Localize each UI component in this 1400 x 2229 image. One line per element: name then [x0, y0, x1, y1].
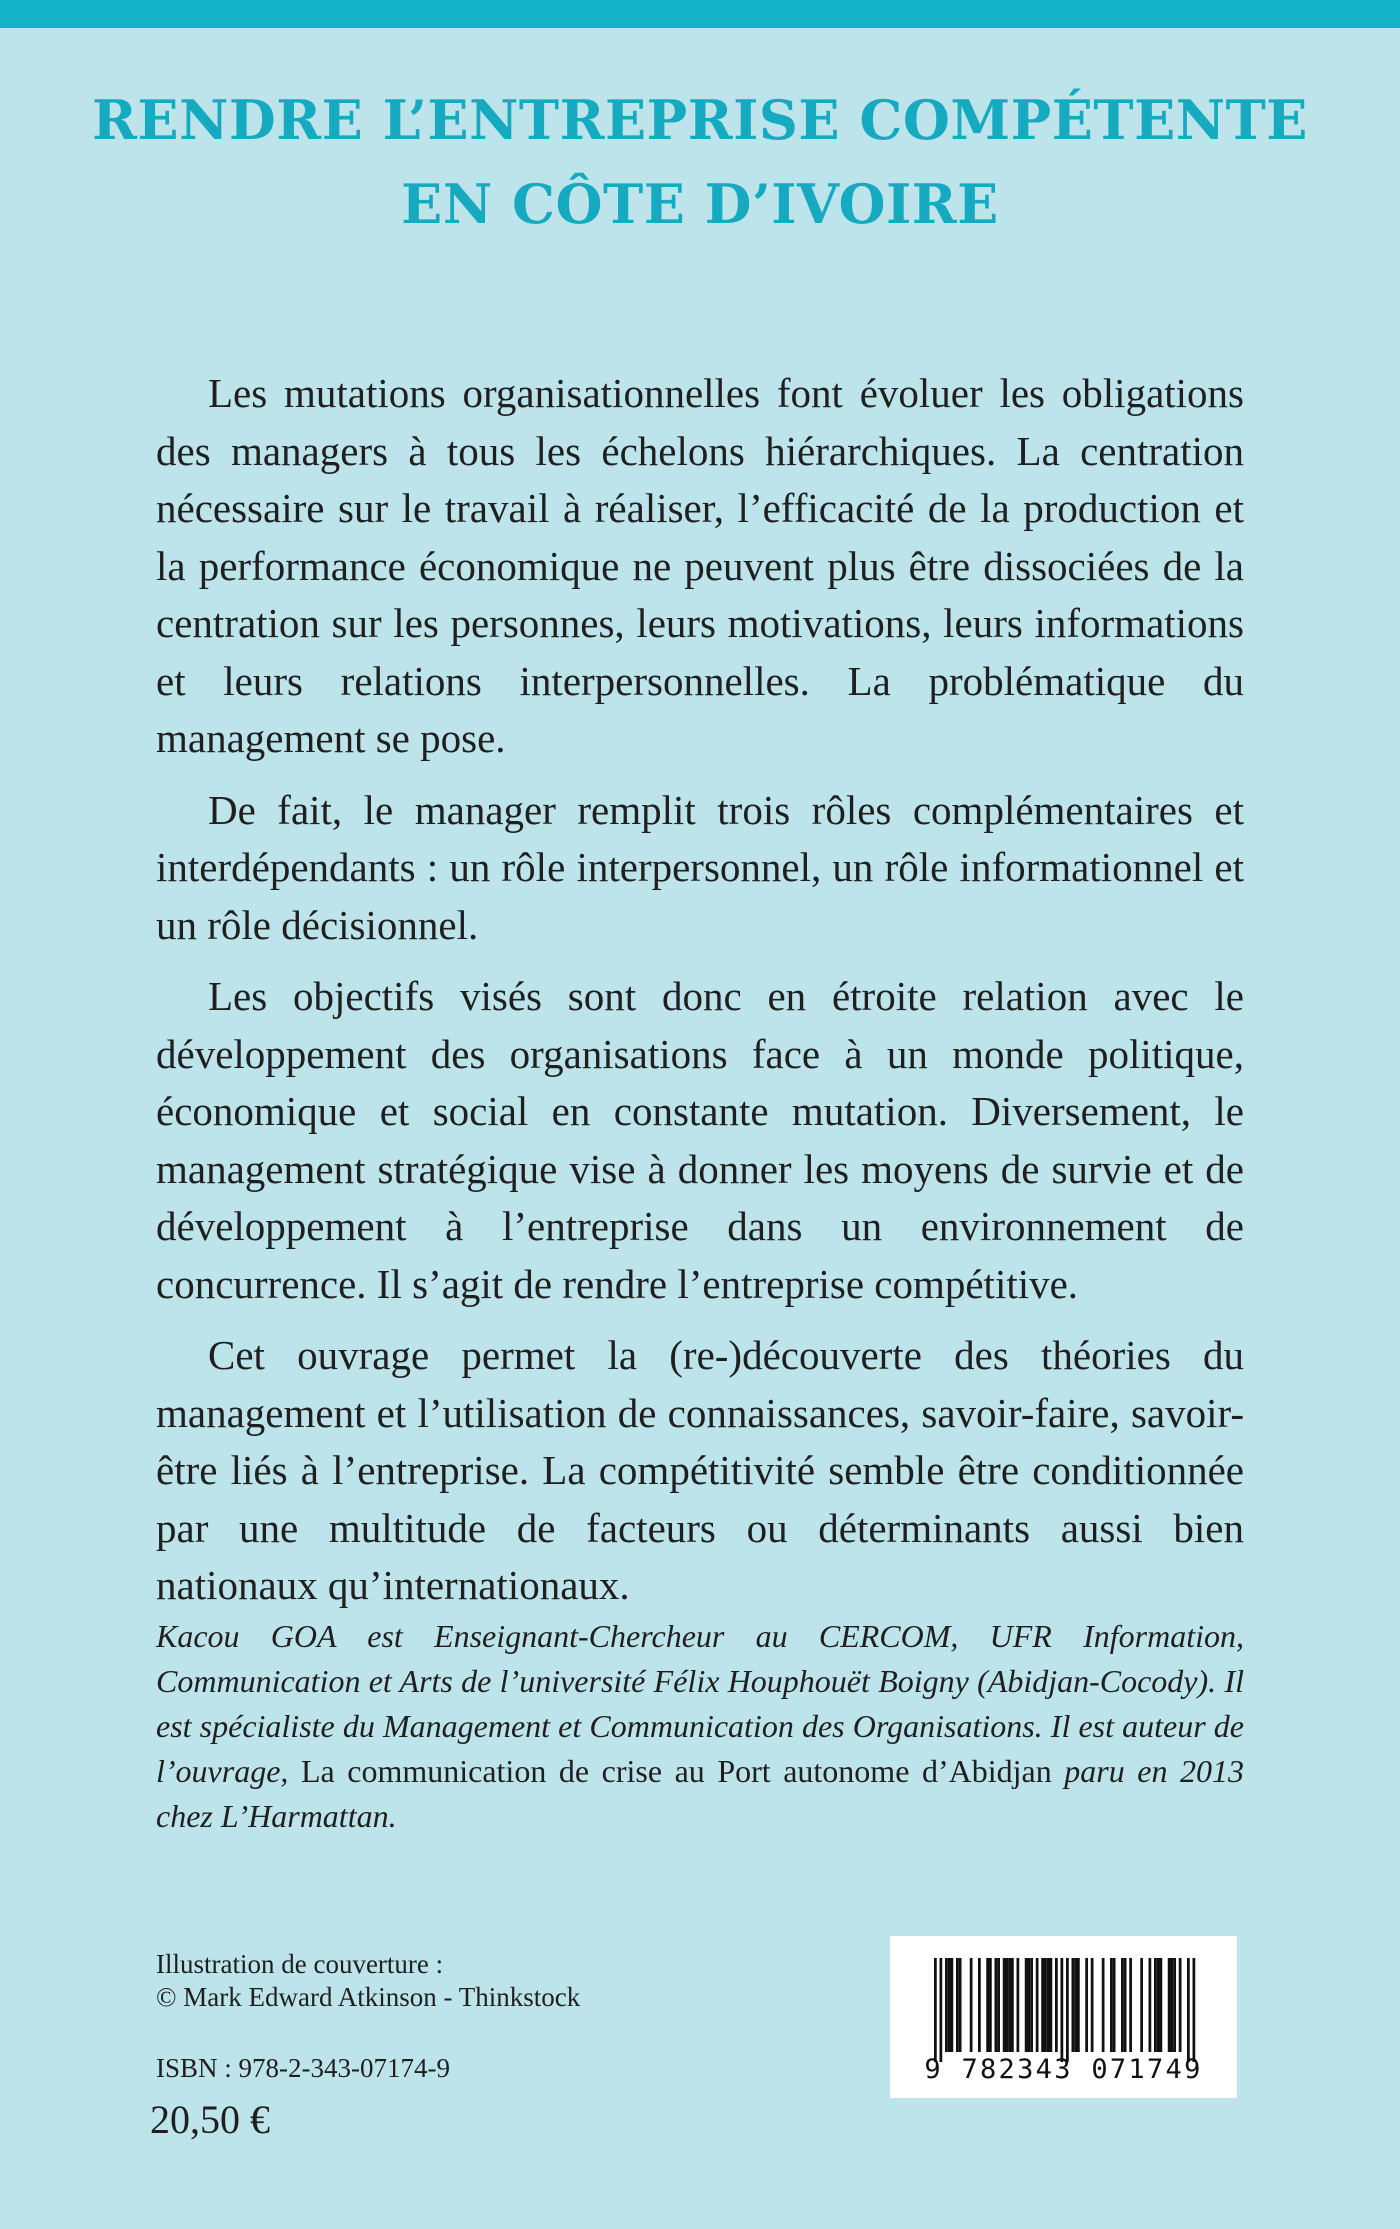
barcode-digits: 9 782343 071749	[924, 2054, 1203, 2085]
barcode-bar	[1154, 1958, 1157, 2052]
barcode-bar	[1085, 1958, 1088, 2052]
barcode-bar	[1050, 1958, 1053, 2052]
barcode-bar	[1017, 1958, 1020, 2052]
author-bio	[156, 1614, 1244, 1839]
barcode-bar	[1072, 1958, 1075, 2052]
bio-part-1: Kacou GOA est Enseignant-Chercheur au CERCOM, UFR Information, Communication et Arts de l’université Félix Houphouët Boigny (Abidjan-Cocody). Il est spécialiste du Management et Communication des Organisations. Il est auteur de l’ouvrage,	[156, 1618, 1244, 1789]
barcode-bar	[940, 1958, 943, 2062]
barcode-bar	[1113, 1958, 1116, 2052]
barcode-bar	[959, 1958, 962, 2052]
barcode-bar	[1044, 1958, 1047, 2052]
barcode-bar	[1030, 1958, 1033, 2052]
barcode-bar	[1061, 1958, 1064, 2062]
barcode-bar	[1047, 1958, 1050, 2052]
barcode-bar	[1041, 1958, 1044, 2052]
barcode-bar	[1179, 1958, 1182, 2052]
barcode-bar	[1110, 1958, 1113, 2052]
barcode-bar	[1193, 1958, 1196, 2062]
title-line-1: RENDRE L’ENTREPRISE COMPÉTENTE	[92, 88, 1308, 152]
barcode-bar	[1025, 1958, 1028, 2052]
barcode-bar	[1055, 1958, 1058, 2052]
back-cover-blurb	[156, 365, 1244, 1629]
barcode-bar	[1157, 1958, 1160, 2052]
top-color-band	[0, 0, 1400, 28]
barcode-bar	[1077, 1958, 1080, 2052]
blurb-paragraph: Cet ouvrage permet la (re-)découverte des théories du management et l’utilisation de connaissances, savoir-faire, savoir-être liés à l’entreprise. La compétitivité semble être conditionnée par une multitude de facteurs ou déterminants aussi bien nationaux qu’internationaux.	[156, 1332, 1244, 1608]
barcode-bar	[1036, 1958, 1039, 2052]
barcode-bar	[956, 1958, 959, 2052]
barcode-bar	[1187, 1958, 1190, 2062]
barcode-bar	[989, 1958, 992, 2052]
barcode-bar	[1140, 1958, 1143, 2052]
barcode-bar	[1129, 1958, 1132, 2052]
title-line-2: EN CÔTE D’IVOIRE	[401, 172, 999, 236]
barcode-bar	[951, 1958, 954, 2052]
barcode-bar	[945, 1958, 948, 2052]
barcode-bar	[997, 1958, 1000, 2052]
credits-label: Illustration de couverture :	[156, 1949, 444, 1979]
barcode-bar	[986, 1958, 989, 2052]
barcode-bar	[1074, 1958, 1077, 2052]
blurb-paragraph: Les mutations organisationnelles font évoluer les obligations des managers à tous les échelons hiérarchiques. La centration nécessaire sur le travail à réaliser, l’efficacité de la production et la performance économique ne peuvent plus être dissociées de la centration sur les personnes, leurs motivations, leurs informations et leurs relations interpersonnelles. La problématique du management se pose.	[156, 370, 1244, 761]
isbn: ISBN : 978-2-343-07174-9	[156, 2053, 450, 2083]
barcode-bar	[1008, 1958, 1011, 2052]
barcode-bar	[1173, 1958, 1176, 2052]
barcode-bar	[1124, 1958, 1127, 2052]
barcode-bar	[1168, 1958, 1171, 2052]
barcode-bar	[970, 1958, 973, 2052]
barcode-bar	[1171, 1958, 1174, 2052]
barcode-bar	[1091, 1958, 1094, 2052]
credits-value: © Mark Edward Atkinson - Thinkstock	[156, 1982, 581, 2012]
barcode-bar	[948, 1958, 951, 2052]
barcode-bar	[978, 1958, 981, 2052]
barcode-bar	[1121, 1958, 1124, 2052]
barcode	[890, 1936, 1237, 2098]
blurb-paragraph: De fait, le manager remplit trois rôles complémentaires et interdépendants : un rôle interpersonnel, un rôle informationnel et un rôle décisionnel.	[156, 786, 1244, 948]
price: 20,50 €	[150, 2097, 270, 2142]
barcode-bar	[1011, 1958, 1014, 2052]
blurb-paragraph: Les objectifs visés sont donc en étroite relation avec le développement des organisations face à un monde politique, économique et social en constante mutation. Diversement, le management stratégique vise à donner les moyens de survie et de développement à l’entreprise dans un environnement de concurrence. Il s’agit de rendre l’entreprise compétitive.	[156, 973, 1244, 1307]
barcode-bar	[1102, 1958, 1105, 2052]
barcode-bar	[1149, 1958, 1152, 2052]
barcode-bar	[1006, 1958, 1009, 2052]
bio-book-title: La communication de crise au Port autonome d’Abidjan	[288, 1753, 1052, 1789]
barcode-bar	[1028, 1958, 1031, 2052]
barcode-bar	[1003, 1958, 1006, 2052]
author-bio-text	[156, 1614, 1244, 1839]
barcode-bar	[934, 1958, 937, 2062]
bio-part-2: paru en 2013 chez L’Harmattan.	[156, 1753, 1245, 1834]
barcode-bar	[995, 1958, 998, 2052]
barcode-bar	[1066, 1958, 1069, 2062]
cover-credits	[156, 1948, 580, 2014]
barcode-bar	[1160, 1958, 1163, 2052]
book-title	[0, 78, 1400, 246]
